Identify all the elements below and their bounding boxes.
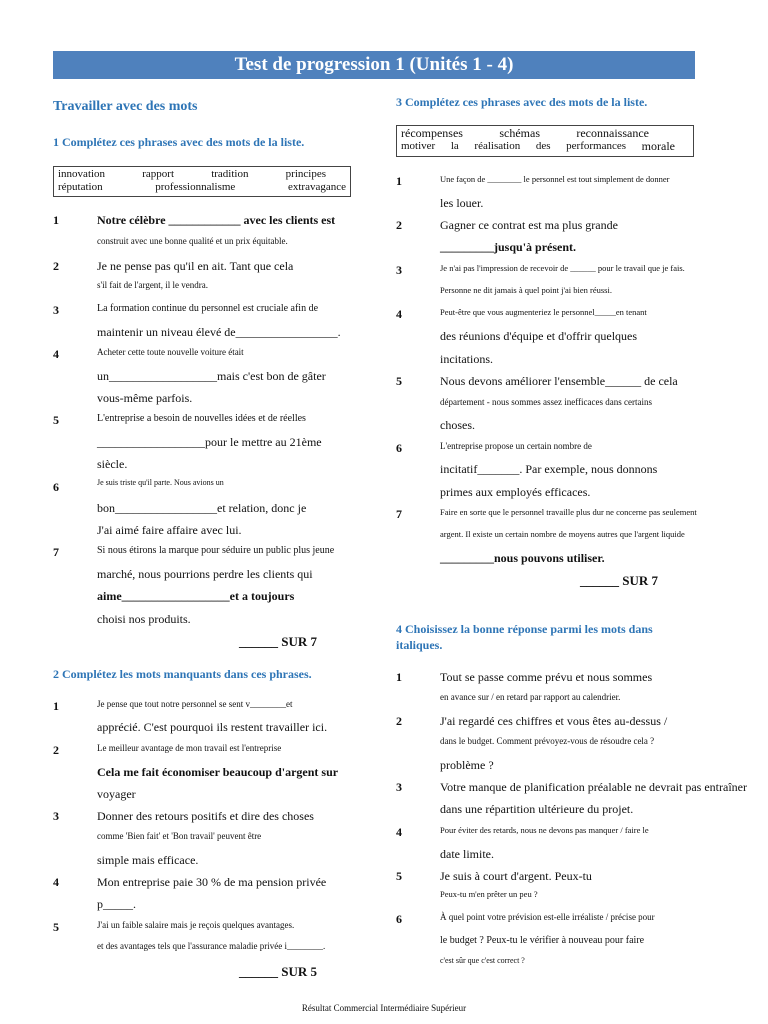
exercise-4-title: 4 Choisissez la bonne réponse parmi les mots dans [396, 622, 653, 636]
sentence-line: primes aux employés efficaces. [440, 485, 591, 499]
sentence-line: département - nous sommes assez inefficaces dans certains [440, 397, 653, 407]
word-list-item: schémas [499, 126, 540, 140]
item-number: 2 [396, 218, 402, 232]
sentence-line: comme 'Bien fait' et 'Bon travail' peuvent être [97, 831, 262, 841]
sentence-line: Mon entreprise paie 30 % de ma pension privée [97, 875, 327, 889]
sentence-line: __________________pour le mettre au 21ème [97, 435, 322, 449]
sentence-line: vous-même parfois. [97, 391, 193, 405]
sentence-line: Acheter cette toute nouvelle voiture était [97, 347, 244, 357]
sentence-line: bon_________________et relation, donc je [97, 501, 307, 515]
page-footer: Résultat Commercial Intermédiaire Supérieur [301, 1003, 467, 1013]
word-list-item: tradition [211, 168, 249, 180]
sentence-line: Cela me fait économiser beaucoup d'argent sur [97, 765, 339, 779]
sentence-line: argent. Il existe un certain nombre de moyens autres que l'argent liquide [440, 529, 685, 539]
sentence-line: _________nous pouvons utiliser. [440, 551, 605, 565]
sentence-line: c'est sûr que c'est correct ? [440, 956, 525, 965]
item-number: 2 [53, 259, 59, 273]
item-number: 2 [53, 743, 59, 757]
sentence-line: La formation continue du personnel est cruciale afin de [97, 303, 319, 314]
sentence-line: s'il fait de l'argent, il le vendra. [97, 280, 209, 290]
sentence-line: Gagner ce contrat est ma plus grande [440, 218, 618, 232]
sentence-line: date limite. [440, 847, 494, 861]
sentence-line: _________jusqu'à présent. [440, 240, 577, 254]
item-number: 6 [396, 441, 402, 455]
sentence-line: L'entreprise propose un certain nombre de [440, 441, 592, 451]
exercise-1-title: 1 Complétez ces phrases avec des mots de la liste. [53, 135, 305, 149]
sentence-line: dans une répartition ultérieure du projet. [440, 802, 634, 816]
sentence-line: simple mais efficace. [97, 853, 199, 867]
sentence-line: le budget ? Peux-tu le vérifier à nouveau pour faire [440, 935, 645, 946]
sentence-line: J'ai un faible salaire mais je reçois quelques avantages. [97, 920, 295, 930]
sentence-line: À quel point votre prévision est-elle irréaliste / précise pour [440, 912, 655, 922]
sentence-line: incitations. [440, 352, 493, 366]
sentence-line: Si nous étirons la marque pour séduire un public plus jeune [97, 545, 335, 556]
exercise-4-title-cont: italiques. [396, 638, 443, 652]
item-number: 3 [396, 780, 402, 794]
sentence-line: p_____. [97, 897, 136, 911]
sentence-line: choisi nos produits. [97, 612, 191, 626]
item-number: 5 [396, 374, 402, 388]
sentence-line: Peut-être que vous augmenteriez le personnel_____en tenant [440, 307, 647, 317]
item-number: 4 [53, 347, 59, 361]
sentence-line: Une façon de ________ le personnel est tout simplement de donner [440, 174, 670, 184]
item-number: 4 [53, 875, 59, 889]
sentence-line: Le meilleur avantage de mon travail est l'entreprise [97, 743, 282, 753]
item-number: 4 [396, 307, 402, 321]
word-list-item: reconnaissance [576, 126, 649, 140]
word-list-box-3 [396, 125, 694, 157]
sentence-line: et des avantages tels que l'assurance maladie privée i________. [97, 941, 326, 951]
word-list-item: morale [641, 139, 675, 153]
word-list-item: principes [285, 168, 326, 180]
item-number: 5 [53, 413, 59, 427]
sentence-line: Nous devons améliorer l'ensemble______ de cela [440, 374, 678, 388]
item-number: 3 [53, 809, 59, 823]
sentence-line: voyager [97, 787, 136, 801]
sentence-line: Donner des retours positifs et dire des choses [97, 809, 314, 823]
item-number: 5 [396, 869, 402, 883]
word-list-item: performances [566, 140, 627, 152]
score-line: ______ SUR 7 [239, 634, 318, 649]
word-list-item: réalisation [474, 140, 521, 152]
item-number: 6 [396, 912, 402, 926]
exercise-3-title: 3 Complétez ces phrases avec des mots de la liste. [396, 95, 648, 109]
sentence-line: les louer. [440, 196, 484, 210]
item-number: 1 [53, 699, 59, 713]
sentence-line: Je suis triste qu'il parte. Nous avions un [97, 478, 224, 487]
page-title-banner: Test de progression 1 (Unités 1 - 4) [53, 51, 695, 79]
sentence-line: Personne ne dit jamais à quel point j'ai bien réussi. [440, 285, 612, 295]
sentence-line: Je n'ai pas l'impression de recevoir de ______ pour le travail que je fais. [440, 263, 685, 273]
sentence-line: construit avec une bonne qualité et un prix équitable. [97, 236, 288, 246]
sentence-line: choses. [440, 418, 475, 432]
word-list-item: extravagance [287, 181, 346, 193]
sentence-line: problème ? [440, 758, 494, 772]
sentence-line: Je pense que tout notre personnel se sent v________et [97, 699, 293, 709]
word-list-item: innovation [58, 168, 106, 180]
sentence-line: aime__________________et a toujours [97, 589, 295, 603]
score-line: ______ SUR 5 [239, 964, 318, 979]
sentence-line: marché, nous pourrions perdre les clients qui [97, 567, 313, 581]
sentence-line: Je suis à court d'argent. Peux-tu [440, 869, 592, 883]
word-list-item: réputation [58, 181, 103, 193]
sentence-line: Faire en sorte que le personnel travaille plus dur ne concerne pas seulement [440, 507, 697, 517]
word-list-item: la [450, 140, 459, 152]
sentence-line: Tout se passe comme prévu et nous sommes [440, 670, 653, 684]
sentence-line: incitatif_______. Par exemple, nous donnons [440, 462, 658, 476]
sentence-line: siècle. [97, 457, 128, 471]
item-number: 5 [53, 920, 59, 934]
item-number: 3 [53, 303, 59, 317]
sentence-line: maintenir un niveau élevé de_________________. [97, 325, 341, 339]
sentence-line: J'ai regardé ces chiffres et vous êtes au-dessus / [440, 714, 668, 728]
sentence-line: apprécié. C'est pourquoi ils restent travailler ici. [97, 720, 328, 734]
word-list-item: rapport [142, 168, 175, 180]
sentence-line: J'ai aimé faire affaire avec lui. [97, 523, 242, 537]
item-number: 7 [396, 507, 402, 521]
item-number: 7 [53, 545, 59, 559]
sentence-line: Pour éviter des retards, nous ne devons pas manquer / faire le [440, 825, 649, 835]
section-heading-travailler: Travailler avec des mots [53, 99, 198, 114]
word-list-item: motiver [401, 140, 436, 152]
sentence-line: dans le budget. Comment prévoyez-vous de résoudre cela ? [440, 736, 655, 746]
sentence-line: Votre manque de planification préalable ne devrait pas entraîner [440, 780, 747, 794]
sentence-line: des réunions d'équipe et d'offrir quelques [440, 329, 638, 343]
sentence-line: en avance sur / en retard par rapport au calendrier. [440, 692, 621, 702]
word-list-box-1 [53, 166, 351, 197]
item-number: 2 [396, 714, 402, 728]
word-list-item: récompenses [401, 126, 463, 140]
score-line: ______ SUR 7 [580, 573, 659, 588]
word-list-item: des [535, 140, 551, 152]
sentence-line: L'entreprise a besoin de nouvelles idées et de réelles [97, 413, 306, 424]
item-number: 1 [396, 174, 402, 188]
exercise-2-title: 2 Complétez les mots manquants dans ces phrases. [53, 667, 312, 681]
sentence-line: Notre célèbre ____________ avec les clients est [97, 213, 336, 227]
item-number: 6 [53, 480, 59, 494]
item-number: 4 [396, 825, 402, 839]
sentence-line: Peux-tu m'en prêter un peu ? [440, 889, 538, 899]
sentence-line: Je ne pense pas qu'il en ait. Tant que cela [97, 259, 294, 273]
item-number: 3 [396, 263, 402, 277]
item-number: 1 [53, 213, 59, 227]
item-number: 1 [396, 670, 402, 684]
word-list-item: professionnalisme [155, 181, 236, 193]
sentence-line: un__________________mais c'est bon de gâter [97, 369, 326, 383]
